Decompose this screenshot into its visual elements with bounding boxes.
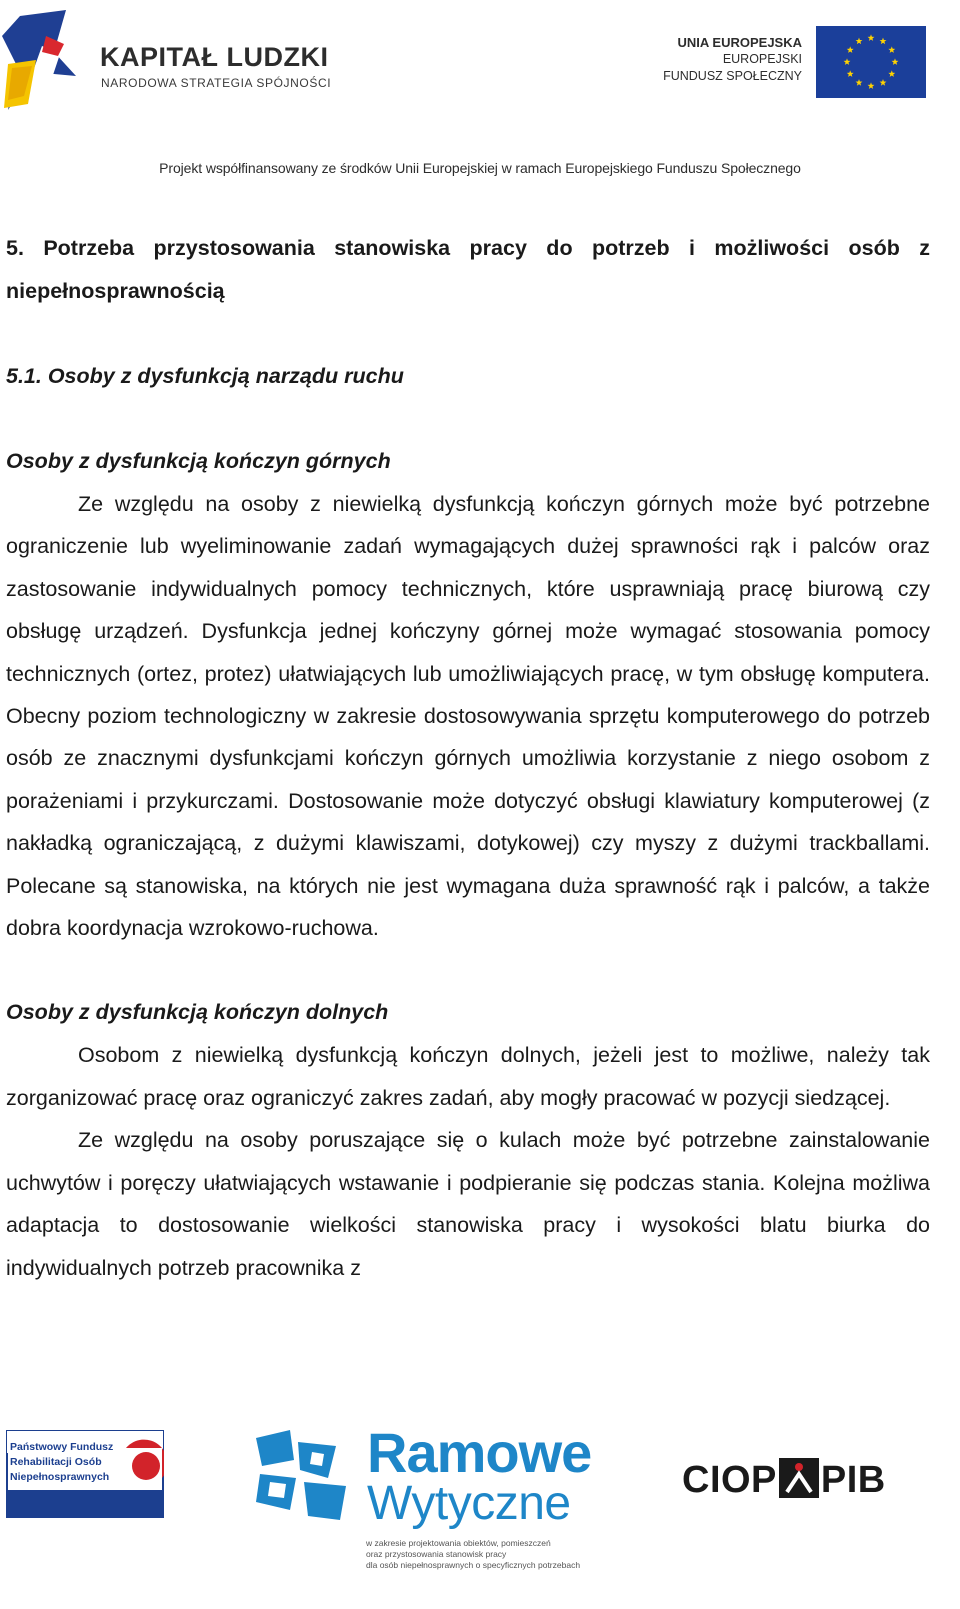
pfron-text: [10, 1440, 113, 1485]
pfron-line-3: Niepełnosprawnych: [10, 1471, 110, 1483]
eu-european-label: EUROPEJSKI: [722, 52, 802, 66]
eu-fund-text: [663, 34, 802, 85]
upper-limbs-paragraph: Ze względu na osoby z niewielką dysfunkcją kończyn górnych może być potrzebne ograniczenie lub wyeliminowanie zadań wymagających dużej sprawności rąk i palców oraz zastosowanie indywidualnych pomocy technicznych, które usprawniają pracę biurową czy obsługę urządzeń. Dysfunkcja jednej kończyny górnej może wymagać stosowania pomocy technicznych (ortez, protez) ułatwiających lub umożliwiających pracę, w tym obsługę komputera. Obecny poziom technologiczny w zakresie dostosowywania sprzętu komputerowego do potrzeb osób ze znacznymi dysfunkcjami kończyn górnych umożliwia korzystanie z niego osobom z porażeniami i przykurczami. Dostosowanie może dotyczyć obsługi klawiatury komputerowej (z nakładką ograniczającą, z dużymi klawiszami, dotykowej) czy myszy z dużymi trackballami. Polecane są stanowiska, na których nie jest wymagana duża sprawność rąk i palców, a także dobra koordynacja wzrokowo-ruchowa.: [6, 492, 930, 941]
lower-limbs-heading: Osoby z dysfunkcją kończyn dolnych: [6, 1000, 389, 1025]
eu-social-fund-label: FUNDUSZ SPOŁECZNY: [663, 69, 802, 83]
kapital-ludzki-star-logo: [2, 6, 82, 118]
wytyczne-title: Wytyczne: [367, 1477, 571, 1530]
page-header: [0, 0, 960, 190]
lower-limbs-paragraph-1: Osobom z niewielką dysfunkcją kończyn dolnych, jeżeli jest to możliwe, należy tak zorganizować pracę oraz ograniczyć zakres zadań, aby mogły pracować w pozycji siedzącej.: [6, 1043, 930, 1110]
pfron-line-1: Państwowy Fundusz: [10, 1441, 114, 1453]
kapital-ludzki-subtitle: NARODOWA STRATEGIA SPÓJNOŚCI: [101, 76, 332, 90]
section-title: 5. Potrzeba przystosowania stanowiska pracy do potrzeb i możliwości osób z niepełnosprawnością: [6, 236, 930, 303]
ciop-pib-logo: [682, 1458, 886, 1502]
pib-label: PIB: [820, 1459, 886, 1501]
ciop-label: CIOP: [682, 1459, 777, 1501]
ciop-figure-icon: [779, 1458, 819, 1498]
ramowe-subtitle-line-2: oraz przystosowania stanowisk pracy: [366, 1549, 507, 1559]
ramowe-subtitle-line-1: w zakresie projektowania obiektów, pomieszczeń: [366, 1538, 551, 1548]
ramowe-subtitle-line-3: dla osób niepełnosprawnych o specyficznych potrzebach: [366, 1560, 581, 1570]
eu-union-label: UNIA EUROPEJSKA: [677, 35, 802, 50]
lower-limbs-paragraph-2: Ze względu na osoby poruszające się o kulach może być potrzebne zainstalowanie uchwytów i poręczy ułatwiających wstawanie i podpieranie się podczas stania. Kolejna możliwa adaptacja to dostosowanie wielkości stanowiska pracy i wysokości blatu biurka do indywidualnych potrzeb pracownika z: [6, 1128, 930, 1280]
ramowe-title: Ramowe: [367, 1421, 592, 1484]
upper-limbs-heading: Osoby z dysfunkcją kończyn górnych: [6, 449, 391, 473]
ramowe-subtitle: [366, 1538, 580, 1571]
cofinancing-note: Projekt współfinansowany ze środków Unii Europejskiej w ramach Europejskiego Funduszu Społecznego: [159, 160, 801, 176]
eu-flag-icon: [816, 26, 926, 98]
subsection-title: 5.1. Osoby z dysfunkcją narządu ruchu: [6, 364, 404, 388]
ramowe-wytyczne-icon: [250, 1422, 360, 1532]
pfron-line-2: Rehabilitacji Osób: [10, 1456, 102, 1468]
document-body: [6, 227, 930, 1289]
page-footer: [0, 1400, 960, 1609]
kapital-ludzki-title: KAPITAŁ LUDZKI: [100, 42, 329, 72]
